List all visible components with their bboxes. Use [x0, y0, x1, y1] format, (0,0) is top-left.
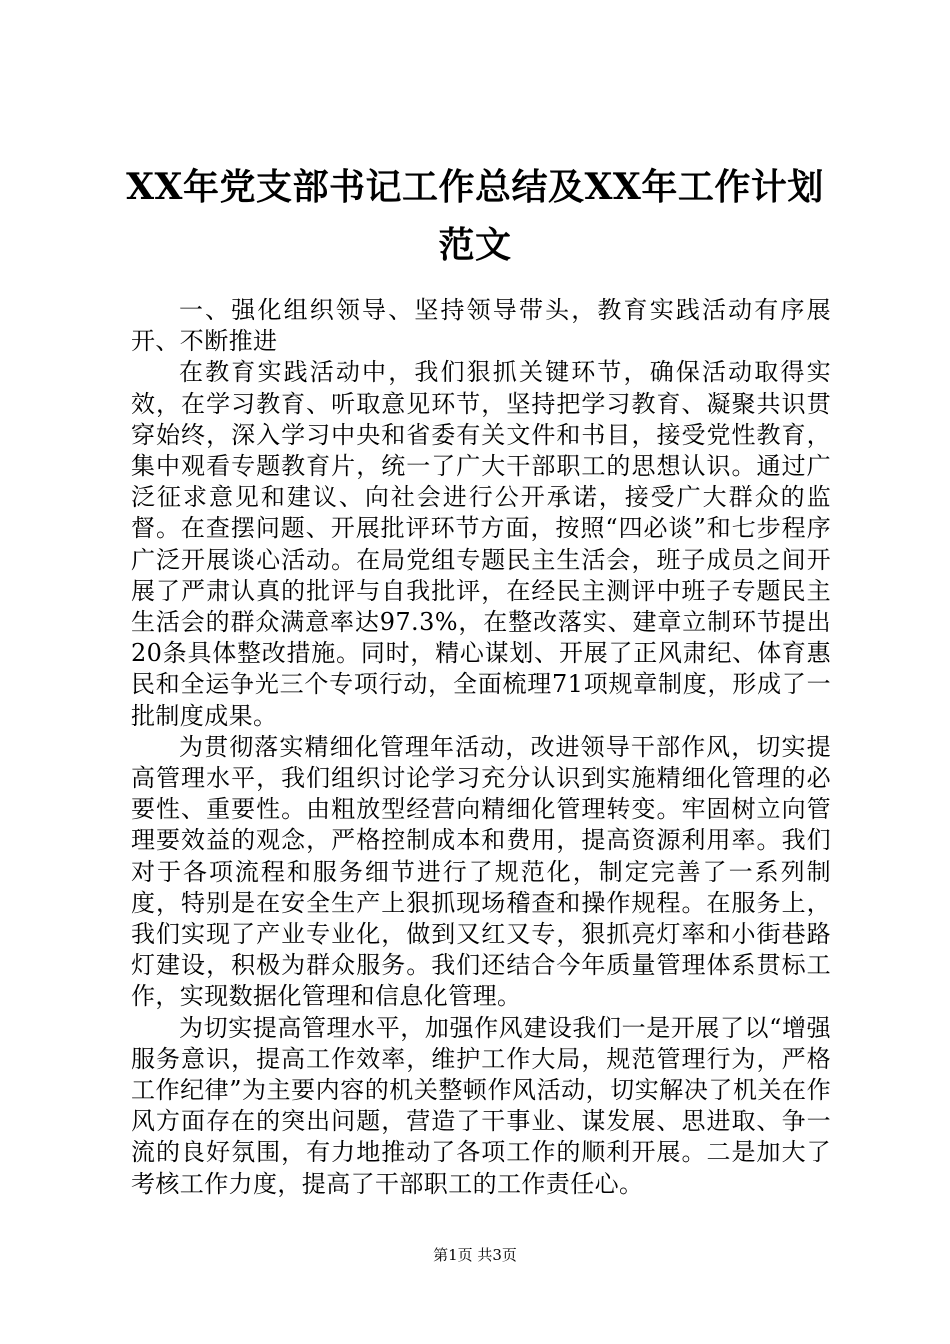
page-footer: 第1页 共3页: [433, 1246, 517, 1264]
paragraph: 为切实提高管理水平，加强作风建设我们一是开展了以“增强服务意识，提高工作效率，维护工作大局，规范管理行为，严格工作纪律”为主要内容的机关整顿作风活动，切实解决了机关在作风方面存在的突出问题，营造了干事业、谋发展、思进取、争一流的良好氛围，有力地推动了各项工作的顺利开展。二是加大了考核工作力度，提高了干部职工的工作责任心。: [131, 1013, 831, 1198]
document-body: [131, 295, 831, 1200]
section-heading: 一、强化组织领导、坚持领导带头，教育实践活动有序展开、不断推进: [131, 296, 831, 356]
paragraph: 为贯彻落实精细化管理年活动，改进领导干部作风，切实提高管理水平，我们组织讨论学习充分认识到实施精细化管理的必要性、重要性。由粗放型经营向精细化管理转变。牢固树立向管理要效益的观念，严格控制成本和费用，提高资源利用率。我们对于各项流程和服务细节进行了规范化，制定完善了一系列制度，特别是在安全生产上狠抓现场稽查和操作规程。在服务上，我们实现了产业专业化，做到又红又专，狠抓亮灯率和小街巷路灯建设，积极为群众服务。我们还结合今年质量管理体系贯标工作，实现数据化管理和信息化管理。: [131, 732, 831, 1011]
paragraph: 在教育实践活动中，我们狠抓关键环节，确保活动取得实效，在学习教育、听取意见环节，坚持把学习教育、凝聚共识贯穿始终，深入学习中央和省委有关文件和书目，接受党性教育，集中观看专题教育片，统一了广大干部职工的思想认识。通过广泛征求意见和建议、向社会进行公开承诺，接受广大群众的监督。在查摆问题、开展批评环节方面，按照“四必谈”和七步程序广泛开展谈心活动。在局党组专题民主生活会，班子成员之间开展了严肃认真的批评与自我批评，在经民主测评中班子专题民主生活会的群众满意率达97.3%，在整改落实、建章立制环节提出20条具体整改措施。同时，精心谋划、开展了正风肃纪、体育惠民和全运争光三个专项行动，全面梳理71项规章制度，形成了一批制度成果。: [131, 358, 831, 730]
document-title: XX年党支部书记工作总结及XX年工作计划范文: [126, 166, 824, 266]
